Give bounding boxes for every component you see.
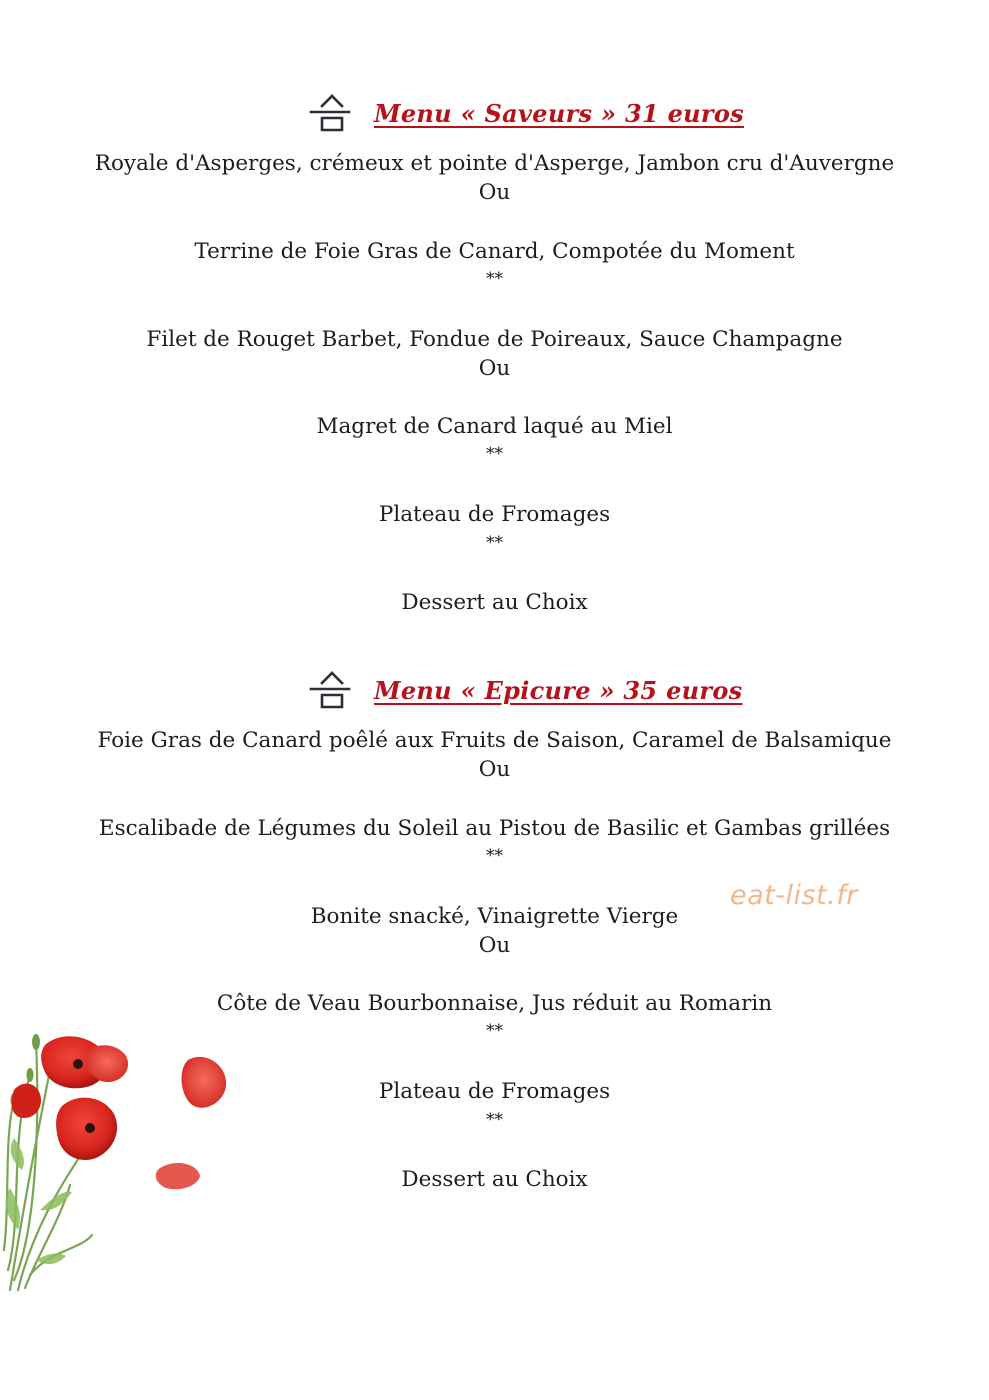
menu-separator: ** — [486, 1110, 503, 1130]
menu-line: Ou — [478, 933, 511, 958]
menu-separator: ** — [486, 444, 503, 464]
menu-heading-epicure — [0, 665, 989, 715]
menu-line: Dessert au Choix — [401, 590, 588, 615]
menu-line: Ou — [478, 180, 511, 205]
menu-line: Terrine de Foie Gras de Canard, Compotée du Moment — [194, 239, 795, 264]
menu-line: Dessert au Choix — [401, 1167, 588, 1192]
menu-line: Royale d'Asperges, crémeux et pointe d'Asperge, Jambon cru d'Auvergne — [94, 151, 895, 176]
menu-line: Magret de Canard laqué au Miel — [316, 414, 673, 439]
menu-separator: ** — [486, 846, 503, 866]
menu-line: Plateau de Fromages — [378, 1079, 611, 1104]
menu-line: Ou — [478, 757, 511, 782]
menu-line: Bonite snacké, Vinaigrette Vierge — [310, 904, 679, 929]
menu-line: Ou — [478, 356, 511, 381]
menu-line: Côte de Veau Bourbonnaise, Jus réduit au Romarin — [216, 991, 773, 1016]
menu-title: Menu « Epicure » 35 euros — [374, 675, 743, 705]
menu-heading-saveurs — [0, 88, 989, 138]
menu-line: Filet de Rouget Barbet, Fondue de Poireaux, Sauce Champagne — [146, 327, 843, 352]
menu-line: Foie Gras de Canard poêlé aux Fruits de Saison, Caramel de Balsamique — [97, 728, 892, 753]
menu-line: Escalibade de Légumes du Soleil au Pistou de Basilic et Gambas grillées — [98, 816, 891, 841]
poppy-flowers-illustration — [0, 1020, 250, 1295]
cloche-icon — [308, 93, 352, 133]
menu-title: Menu « Saveurs » 31 euros — [374, 98, 744, 128]
menu-separator: ** — [486, 269, 503, 289]
menu-separator: ** — [486, 1021, 503, 1041]
cloche-icon — [308, 670, 352, 710]
menu-line: Plateau de Fromages — [378, 502, 611, 527]
menu-separator: ** — [486, 533, 503, 553]
watermark: eat-list.fr — [730, 880, 858, 911]
